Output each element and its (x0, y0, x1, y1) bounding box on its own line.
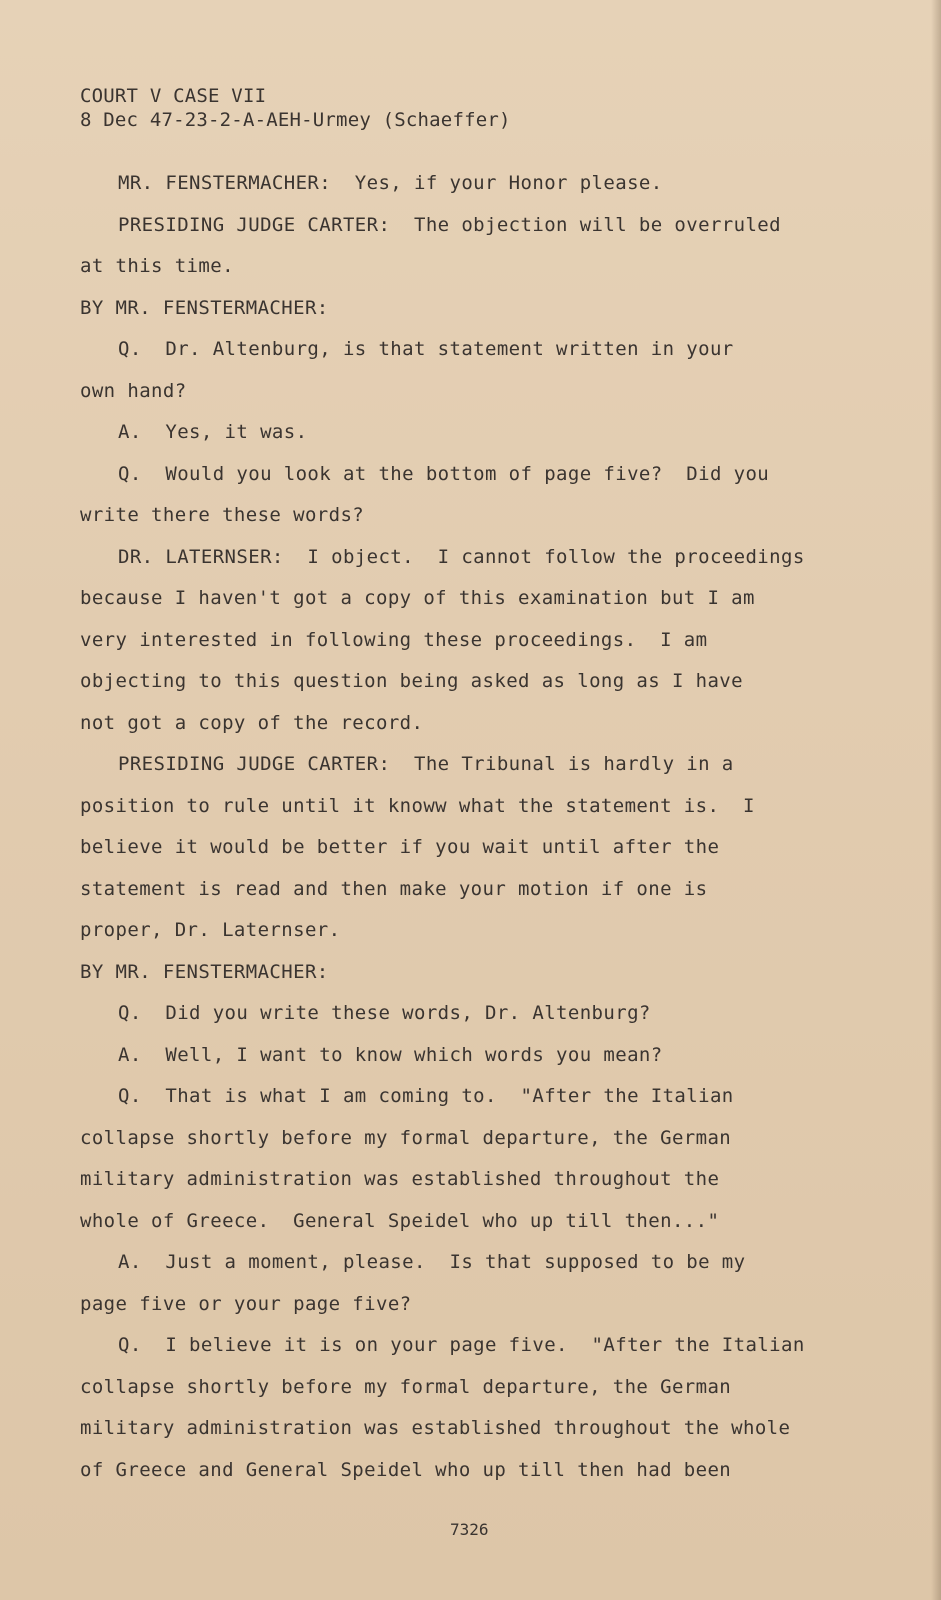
transcript-line: PRESIDING JUDGE CARTER: The Tribunal is hardly in a (118, 753, 734, 775)
transcript-line: write there these words? (80, 504, 365, 526)
transcript-line: collapse shortly before my formal departure, the German (80, 1375, 732, 1398)
transcript-line: BY MR. FENSTERMACHER: (80, 960, 329, 983)
transcript-line: military administration was established throughout the (80, 1168, 720, 1190)
transcript-line: believe it would be better if you wait until after the (80, 836, 720, 858)
transcript-line: objecting to this question being asked as long as I have (80, 670, 743, 692)
transcript-line: military administration was established throughout the whole (80, 1417, 791, 1439)
transcript-line: BY MR. FENSTERMACHER: (80, 296, 329, 319)
transcript-line: of Greece and General Speidel who up till then had been (80, 1458, 732, 1481)
transcript-line: DR. LATERNSER: I object. I cannot follow the proceedings (118, 545, 805, 568)
transcript-line: A. Yes, it was. (118, 421, 308, 443)
transcript-line: Q. Dr. Altenburg, is that statement written in your (118, 338, 734, 360)
page-number: 7326 (450, 1520, 489, 1539)
transcript-line: whole of Greece. General Speidel who up till then..." (80, 1209, 720, 1232)
transcript-line: A. Just a moment, please. Is that supposed to be my (118, 1251, 746, 1273)
transcript-line: A. Well, I want to know which words you mean? (118, 1043, 663, 1066)
transcript-line: not got a copy of the record. (80, 711, 424, 734)
transcript-line: very interested in following these proceedings. I am (80, 628, 708, 651)
transcript-line: proper, Dr. Laternser. (80, 919, 341, 941)
transcript-line: statement is read and then make your motion if one is (80, 877, 708, 900)
header-reference: 8 Dec 47-23-2-A-AEH-Urmey (Schaeffer) (80, 109, 511, 131)
transcript-line: Q. That is what I am coming to. "After the Italian (118, 1085, 734, 1107)
transcript-line: collapse shortly before my formal departure, the German (80, 1126, 732, 1149)
transcript-line: because I haven't got a copy of this examination but I am (80, 587, 755, 609)
transcript-line: position to rule until it knoww what the statement is. I (80, 794, 755, 817)
transcript-line: own hand? (80, 379, 187, 402)
page-edge-shadow (931, 0, 941, 1600)
transcript-line: at this time. (80, 255, 234, 277)
transcript-line: PRESIDING JUDGE CARTER: The objection will be overruled (118, 213, 781, 236)
document-header (80, 84, 511, 132)
transcript-line: page five or your page five? (80, 1292, 412, 1315)
transcript-body (80, 163, 850, 1491)
transcript-line: MR. FENSTERMACHER: Yes, if your Honor please. (118, 172, 663, 194)
transcript-line: Q. Would you look at the bottom of page five? Did you (118, 462, 770, 485)
transcript-line: Q. I believe it is on your page five. "After the Italian (118, 1334, 805, 1356)
header-court-case: COURT V CASE VII (80, 85, 267, 107)
transcript-line: Q. Did you write these words, Dr. Altenburg? (118, 1002, 651, 1024)
